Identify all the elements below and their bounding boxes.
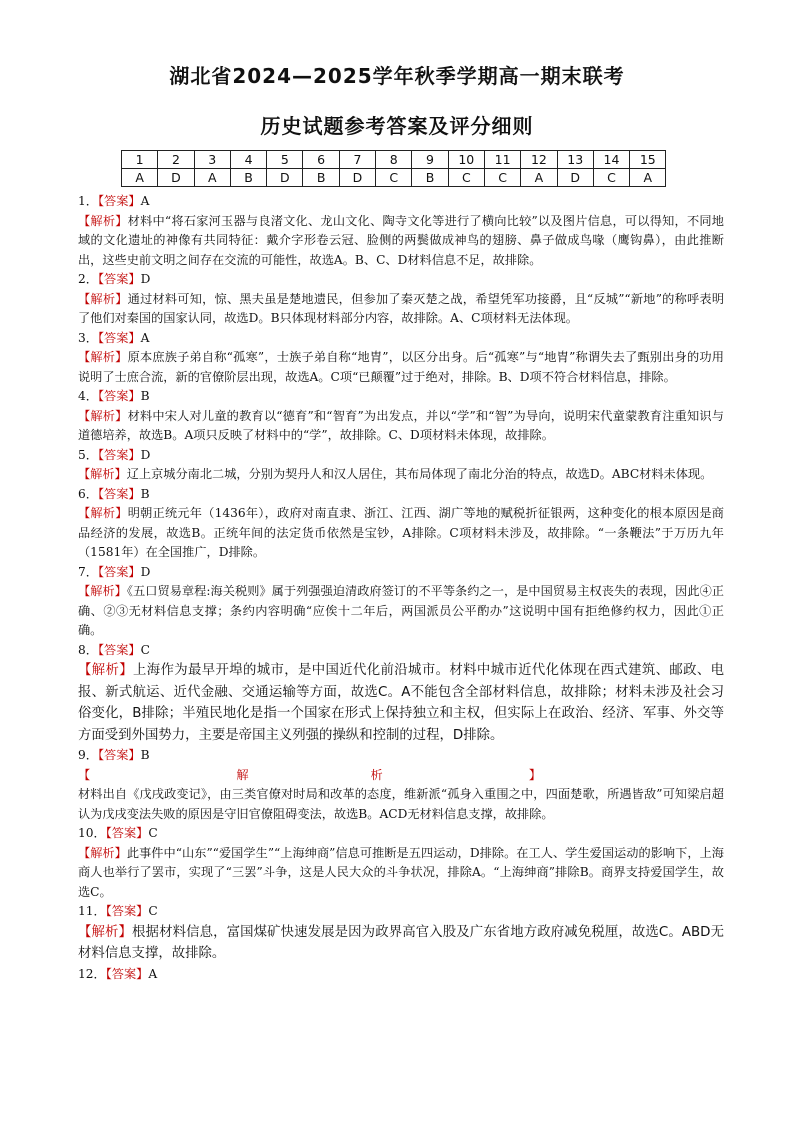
answer-label: 【答案】 — [105, 966, 149, 981]
table-cell-number: 9 — [412, 151, 448, 169]
answer-value: C — [148, 904, 158, 918]
analysis-paragraph — [78, 290, 724, 329]
question-number: 11． — [78, 904, 106, 918]
question-item-3 — [78, 329, 724, 388]
analysis-label: 【解析】 — [78, 408, 128, 423]
table-cell-answer: A — [194, 169, 230, 187]
question-number: 1． — [78, 194, 98, 208]
answer-line — [78, 641, 724, 661]
analysis-label: 【解析】 — [78, 467, 127, 481]
table-cell-number: 4 — [230, 151, 266, 169]
table-cell-number: 5 — [267, 151, 303, 169]
table-cell-answer: C — [484, 169, 520, 187]
question-item-9 — [78, 746, 724, 824]
answer-line — [78, 387, 724, 407]
analysis-label: 【解析】 — [78, 213, 128, 228]
answer-letter-row — [122, 169, 666, 187]
answer-value: C — [140, 642, 150, 657]
question-number: 6． — [78, 486, 98, 501]
answer-label: 【答案】 — [97, 642, 141, 657]
analysis-text: 原本庶族子弟自称“孤寒”，士族子弟自称“地胄”，以区分出身。后“孤寒”与“地胄”称谓失去了甄别出身的功用说明了士庶合流，新的官僚阶层出现，故选A。C项“已颠覆”过于绝对，排除。B、D项不符合材料信息，排除。 — [78, 350, 724, 384]
answer-label: 【答案】 — [105, 826, 149, 840]
table-cell-answer: B — [412, 169, 448, 187]
question-item-10 — [78, 824, 724, 902]
answer-label: 【答案】 — [97, 389, 141, 403]
answer-line — [78, 270, 724, 290]
analysis-label: 【解析】 — [78, 291, 128, 306]
analysis-text: 材料出自《戊戌政变记》，由三类官僚对时局和改革的态度，维新派“孤身入重围之中，四面楚歌，所遇皆敌”可知梁启超认为戊戌变法失败的原因是守旧官僚阻碍变法，故选B。ACD无材料信息支撑，故排除。 — [78, 787, 724, 821]
analysis-label: 【解析】 — [78, 924, 133, 940]
table-cell-answer: A — [630, 169, 666, 187]
answer-value: D — [140, 564, 151, 579]
answer-line — [78, 902, 724, 922]
table-cell-answer: C — [593, 169, 629, 187]
answer-label: 【答案】 — [97, 748, 141, 762]
question-number-row — [122, 151, 666, 169]
question-number: 3． — [78, 330, 98, 345]
question-number: 12． — [78, 966, 106, 981]
analysis-paragraph — [78, 348, 724, 387]
answer-label: 【答案】 — [97, 447, 141, 462]
table-cell-answer: B — [303, 169, 339, 187]
analysis-paragraph — [78, 407, 724, 446]
analysis-label: 【解析】 — [78, 584, 127, 598]
analysis-paragraph — [78, 660, 724, 746]
question-number: 7． — [78, 564, 98, 579]
answer-line — [78, 746, 724, 766]
answer-value: A — [140, 194, 150, 208]
answer-value: A — [140, 330, 150, 345]
answer-label: 【答案】 — [97, 272, 141, 286]
answer-value: B — [140, 748, 150, 762]
question-item-5 — [78, 446, 724, 485]
analysis-text: 《五口贸易章程:海关税则》属于列强强迫清政府签订的不平等条约之一，是中国贸易主权丧失的表现，因此④正确、②③无材料信息支撑；条约内容明确“应俟十二年后，两国派员公平酌办”这说明中国有拒绝修约权力，因此①正确。 — [78, 584, 724, 637]
question-item-12 — [78, 965, 724, 985]
answer-line — [78, 485, 724, 505]
answer-value: C — [148, 826, 158, 840]
analysis-label: 【解析】 — [78, 663, 134, 678]
analysis-text: 根据材料信息，富国煤矿快速发展是因为政界高官入股及广东省地方政府减免税厘，故选C。ABD无材料信息支撑，故排除。 — [78, 924, 725, 961]
answer-value: B — [140, 486, 150, 501]
table-cell-number: 1 — [122, 151, 158, 169]
question-number: 2． — [78, 272, 98, 286]
answer-key-table — [121, 150, 666, 187]
question-number: 10． — [78, 826, 106, 840]
answer-label: 【答案】 — [97, 194, 141, 208]
table-cell-answer: D — [158, 169, 194, 187]
table-cell-number: 11 — [484, 151, 520, 169]
answer-value: A — [148, 966, 158, 981]
table-cell-answer: D — [557, 169, 593, 187]
analysis-label: 【解析】 — [78, 845, 127, 860]
table-cell-answer: C — [448, 169, 484, 187]
table-cell-answer: B — [230, 169, 266, 187]
question-item-7 — [78, 563, 724, 641]
table-cell-answer: A — [122, 169, 158, 187]
exam-title: 湖北省2024—2025学年秋季学期高一期末联考 — [169, 64, 625, 88]
analysis-text: 上海作为最早开埠的城市，是中国近代化前沿城市。材料中城市近代化体现在西式建筑、邮政、电报、新式航运、近代金融、交通运输等方面，故选C。A不能包含全部材料信息，故排除；材料未涉及社会习俗变化，B排除；半殖民地化是指一个国家在形式上保持独立和主权，但实际上在政治、经济、军事、外交等方面受到外国势力，主要是帝国主义列强的操纵和控制的过程，D排除。 — [78, 663, 725, 743]
answer-line — [78, 563, 724, 583]
table-cell-number: 6 — [303, 151, 339, 169]
table-cell-number: 3 — [194, 151, 230, 169]
analysis-text: 材料中“将石家河玉器与良渚文化、龙山文化、陶寺文化等进行了横向比较”以及图片信息，可以得知，不同地域的文化遗址的神像有共同特征：戴介字形卷云冠、脸侧的两鬓做成神鸟的翅膀、鼻子做成鸟喙（鹰钩鼻），由此推断出，这些史前文明之间存在交流的可能性，故选A。B、C、D材料信息不足，故排除。 — [78, 213, 724, 267]
table-cell-answer: A — [521, 169, 557, 187]
analysis-text: 辽上京城分南北二城，分别为契丹人和汉人居住，其布局体现了南北分治的特点，故选D。ABC材料未体现。 — [126, 467, 713, 481]
analysis-paragraph — [78, 582, 724, 641]
table-cell-number: 14 — [593, 151, 629, 169]
question-item-11 — [78, 902, 724, 965]
analysis-text: 材料中宋人对儿童的教育以“德育”和“智育”为出发点，并以“学”和“智”为导向，说明宋代童蒙教育注重知识与道德培养，故选B。A项只反映了材料中的“学”，故排除。C、D项材料未体现，故排除。 — [78, 408, 724, 442]
question-item-2 — [78, 270, 724, 329]
question-number: 9． — [78, 748, 98, 762]
analysis-paragraph — [78, 922, 724, 965]
answer-label: 【答案】 — [97, 564, 141, 579]
answer-value: B — [140, 389, 150, 403]
analysis-label: 【解析】 — [78, 350, 128, 364]
table-cell-number: 8 — [376, 151, 412, 169]
analysis-paragraph — [78, 785, 724, 824]
answer-explanations — [78, 192, 724, 984]
answer-line — [78, 329, 724, 349]
table-cell-number: 15 — [630, 151, 666, 169]
analysis-text: 通过材料可知，惊、黑夫虽是楚地遗民，但参加了秦灭楚之战，希望凭军功接爵，且“反城”“新地”的称呼表明了他们对秦国的国家认同，故选D。B只体现材料部分内容，故排除。A、C项材料无法体现。 — [78, 291, 725, 325]
question-item-6 — [78, 485, 724, 563]
table-cell-answer: D — [339, 169, 375, 187]
question-number: 8． — [78, 642, 98, 657]
analysis-label: 【解析】 — [78, 506, 128, 520]
analysis-text: 此事件中“山东”“爱国学生”“上海绅商”信息可推断是五四运动，D排除。在工人、学生爱国运动的影响下，上海商人也举行了罢市，实现了“三罢”斗争，这是人民大众的斗争状况，排除A。“上海绅商”排除B。商界支持爱国学生，故选C。 — [78, 845, 724, 899]
table-cell-number: 13 — [557, 151, 593, 169]
question-item-8 — [78, 641, 724, 747]
question-item-1 — [78, 192, 724, 270]
table-cell-number: 2 — [158, 151, 194, 169]
analysis-text: 明朝正统元年（1436年），政府对南直隶、浙江、江西、湖广等地的赋税折征银两，这种变化的根本原因是商品经济的发展，故选B。正统年间的法定货币依然是宝钞，A排除。C项材料未涉及，故排除。“一条鞭法”于万历九年（1581年）在全国推广，D排除。 — [78, 506, 724, 559]
question-item-4 — [78, 387, 724, 446]
table-cell-number: 7 — [339, 151, 375, 169]
table-cell-number: 12 — [521, 151, 557, 169]
answer-line — [78, 824, 724, 844]
analysis-paragraph — [78, 465, 724, 485]
answer-label: 【答案】 — [97, 330, 141, 345]
table-cell-answer: C — [376, 169, 412, 187]
answer-line — [78, 192, 724, 212]
analysis-label: 【 解 析 】 — [78, 767, 542, 782]
answer-value: D — [140, 272, 151, 286]
analysis-paragraph — [78, 504, 724, 563]
answer-line — [78, 446, 724, 466]
question-number: 5． — [78, 447, 98, 462]
table-cell-number: 10 — [448, 151, 484, 169]
analysis-label-line — [78, 766, 724, 786]
exam-subtitle: 历史试题参考答案及评分细则 — [260, 114, 534, 138]
analysis-paragraph — [78, 844, 724, 903]
answer-label: 【答案】 — [105, 904, 149, 918]
table-cell-answer: D — [267, 169, 303, 187]
analysis-paragraph — [78, 212, 724, 271]
answer-line — [78, 965, 724, 985]
answer-label: 【答案】 — [97, 486, 141, 501]
question-number: 4． — [78, 389, 98, 403]
answer-value: D — [140, 447, 151, 462]
